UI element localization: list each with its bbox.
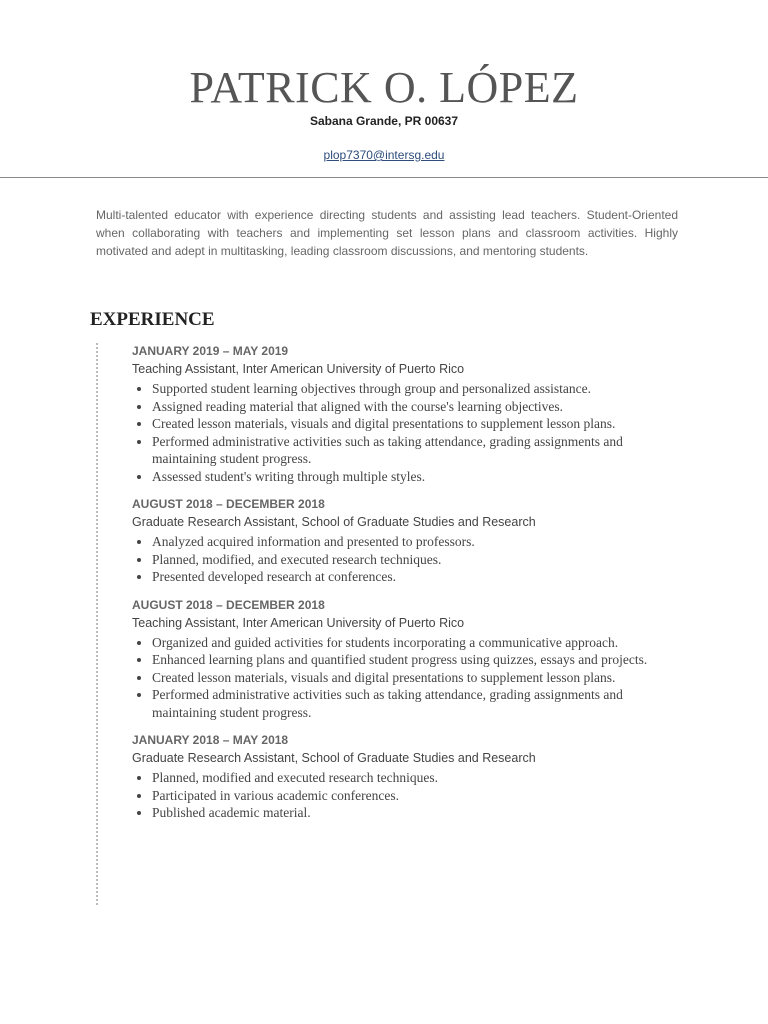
bullet-item: • Presented developed research at conferences. (152, 568, 677, 586)
job-dates: JANUARY 2019 – MAY 2019 (132, 344, 289, 358)
address: Sabana Grande, PR 00637 (309, 114, 459, 128)
bullet-item: • Assessed student's writing through multiple styles. (152, 468, 677, 486)
job-dates: AUGUST 2018 – DECEMBER 2018 (132, 497, 325, 511)
job-dates: JANUARY 2018 – MAY 2018 (132, 733, 289, 747)
header-divider (0, 177, 768, 178)
bullet-item: • Performed administrative activities such as taking attendance, grading assignments and maintaining student progress. (152, 433, 677, 468)
job-entry (132, 342, 677, 485)
job-title: Graduate Research Assistant, School of Graduate Studies and Research (132, 751, 536, 765)
summary-paragraph: Multi-talented educator with experience directing students and assisting lead teachers. Student-Oriented when collaborating with teachers and implementing set lesson plans and classroom activities. Highly motivated and adept in multitasking, leading classroom discussions, and mentoring students. (96, 208, 678, 258)
job-bullets (132, 634, 677, 722)
bullet-item: • Performed administrative activities such as taking attendance, grading assignments and maintaining student progress. (152, 686, 677, 721)
bullet-item: • Created lesson materials, visuals and digital presentations to supplement lesson plans. (152, 415, 677, 433)
bullet-item: • Planned, modified and executed research techniques. (152, 769, 677, 787)
bullet-item: • Analyzed acquired information and presented to professors. (152, 533, 677, 551)
job-title: Teaching Assistant, Inter American University of Puerto Rico (132, 362, 465, 376)
bullet-item: • Supported student learning objectives through group and personalized assistance. (152, 380, 677, 398)
email-link[interactable]: plop7370@intersg.edu (323, 148, 445, 162)
bullet-item: • Participated in various academic conferences. (152, 787, 677, 805)
bullet-item: • Assigned reading material that aligned with the course's learning objectives. (152, 398, 677, 416)
job-entry (132, 596, 677, 722)
bullet-item: • Enhanced learning plans and quantified student progress using quizzes, essays and projects. (152, 651, 677, 669)
timeline-divider (96, 343, 98, 905)
job-bullets (132, 769, 677, 822)
bullet-item: • Organized and guided activities for students incorporating a communicative approach. (152, 634, 677, 652)
job-dates: AUGUST 2018 – DECEMBER 2018 (132, 597, 325, 612)
job-title: Graduate Research Assistant, School of Graduate Studies and Research (132, 515, 536, 529)
experience-list (132, 342, 677, 832)
bullet-item: • Created lesson materials, visuals and digital presentations to supplement lesson plans. (152, 669, 677, 687)
job-title: Teaching Assistant, Inter American University of Puerto Rico (132, 615, 465, 630)
bullet-item: • Planned, modified, and executed research techniques. (152, 551, 677, 569)
experience-heading: EXPERIENCE (90, 309, 215, 330)
job-entry (132, 731, 677, 822)
email-line (0, 148, 768, 162)
resume-name: PATRICK O. LÓPEZ (189, 63, 579, 112)
job-entry (132, 495, 677, 586)
job-bullets (132, 533, 677, 586)
bullet-item: • Published academic material. (152, 804, 677, 822)
job-bullets (132, 380, 677, 485)
